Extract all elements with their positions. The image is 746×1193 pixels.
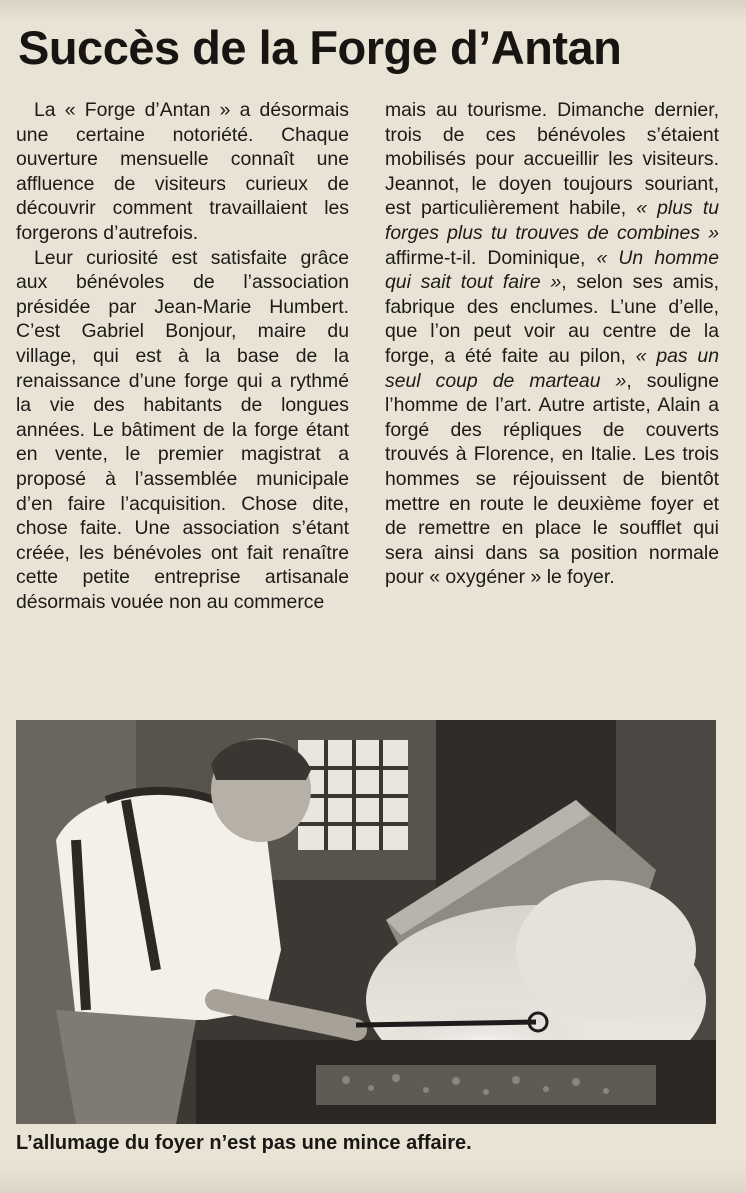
- quote-dominique: « Un homme qui sait tout faire »: [385, 246, 719, 294]
- paragraph-3: [385, 98, 719, 590]
- quote-pilon: « pas un seul coup de marteau »: [385, 344, 719, 392]
- previous-article-strip: [0, 0, 746, 20]
- text-run: , souligne l’homme de l’art. Autre artiste, Alain a forgé des répliques de couverts trouvés à Florence, en Italie. Les trois hommes se réjouissent de bientôt mettre en route le deuxième foyer et de remettre en place le soufflet qui sera ainsi dans sa position normale pour « oxygéner » le foyer.: [385, 369, 720, 589]
- window: [298, 740, 408, 850]
- article-column-left: [16, 98, 349, 614]
- forge-photo-illustration: [16, 720, 716, 1124]
- photo-caption: L’allumage du foyer n’est pas une mince affaire.: [16, 1132, 472, 1154]
- headline: Succès de la Forge d’Antan: [18, 21, 622, 74]
- text-run: mais au tourisme. Dimanche dernier, trois de ces bénévoles s’étaient mobilisés pour accueillir les visiteurs. Jeannot, le doyen toujours souriant, est particulièrement habile,: [385, 99, 719, 220]
- article-column-right: [385, 98, 719, 590]
- paragraph-2: Leur curiosité est satisfaite grâce aux bénévoles de l’association présidée par Jean-Marie Humbert. C’est Gabriel Bonjour, maire du village, qui est à la base de la renaissance d’une forge qui a rythmé la vie des habitants de longues années. Le bâtiment de la forge étant en vente, le premier magistrat a proposé à l’assemblée municipale d’en faire l’acquisition. Chose dite, chose faite. Une association s’étant créée, les bénévoles ont fait renaître cette petite entreprise artisanale désormais vouée non au commerce: [16, 246, 349, 613]
- article-photo: [16, 720, 716, 1124]
- text-run: , selon ses amis, fabrique des enclumes. L’une d’elle, que l’on peut voir au centre de la forge, a été faite au pilon,: [385, 271, 719, 367]
- forge-hearth: [196, 1040, 716, 1124]
- quote-jeannot: « plus tu forges plus tu trouves de combines »: [385, 197, 719, 244]
- text-run: affirme-t-il. Dominique,: [385, 246, 597, 269]
- paragraph-1: La « Forge d’Antan » a désormais une certaine notoriété. Chaque ouverture mensuelle connaît une affluence de visiteurs curieux de découvrir comment travaillaient les forgerons d’autrefois.: [16, 99, 349, 244]
- next-article-strip: [0, 1165, 746, 1193]
